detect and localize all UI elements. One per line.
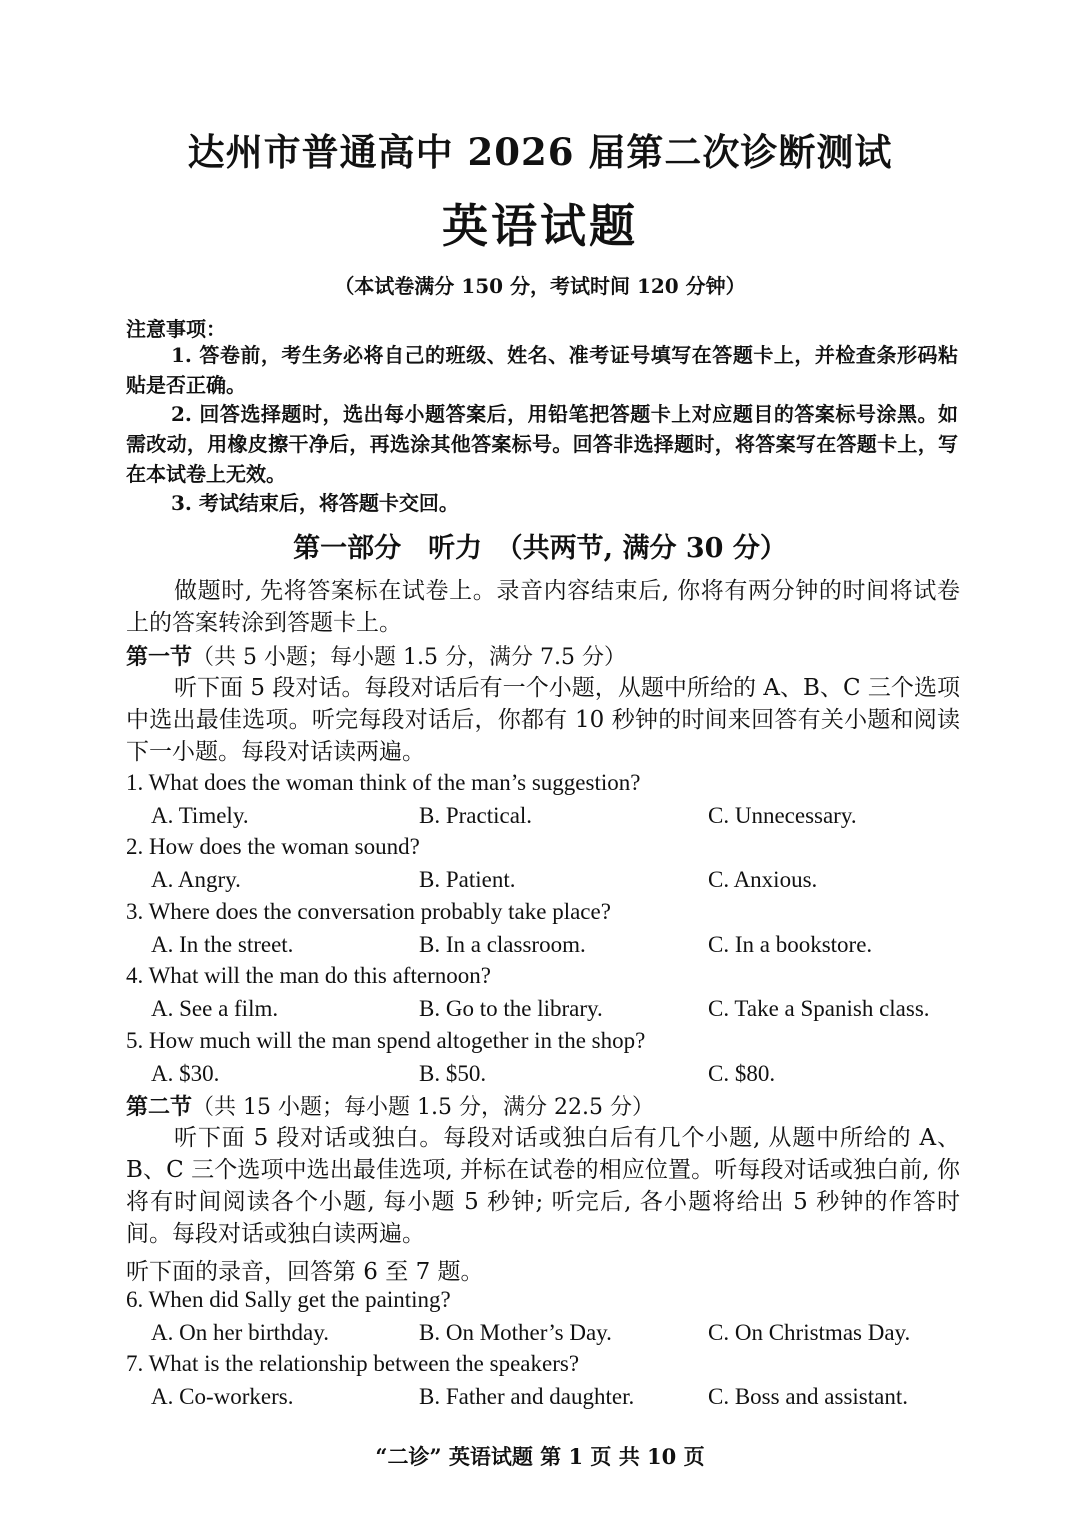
page-footer: “二诊” 英语试题 第 1 页 共 10 页 — [375, 1444, 705, 1469]
part-one-title: 第一部分 听力 （共两节, 满分 30 分） — [293, 533, 787, 564]
section-two-desc: （共 15 小题；每小题 1.5 分，满分 22.5 分） — [192, 1095, 654, 1120]
option-c: C. Anxious. — [708, 867, 818, 892]
exam-title: 达州市普通高中 2026 届第二次诊断测试 — [187, 130, 893, 174]
note-item-2: 2. 回答选择题时，选出每小题答案后，用铅笔把答题卡上对应题目的答案标号涂黑。如需改动，用橡皮擦干净后，再选涂其他答案标号。回答非选择题时，将答案写在答题卡上，写在本试卷上无效。 — [126, 402, 958, 486]
question-text: 1. What does the woman think of the man’s suggestion? — [126, 770, 641, 795]
option-b: B. In a classroom. — [419, 932, 586, 957]
option-a: A. In the street. — [151, 932, 294, 957]
option-b: B. On Mother’s Day. — [419, 1320, 612, 1345]
option-c: C. $80. — [708, 1061, 776, 1086]
option-c: C. In a bookstore. — [708, 932, 873, 957]
option-b: B. Practical. — [419, 803, 533, 828]
option-c: C. On Christmas Day. — [708, 1320, 911, 1345]
question-text: 6. When did Sally get the painting? — [126, 1287, 451, 1312]
section-one-desc: （共 5 小题；每小题 1.5 分，满分 7.5 分） — [192, 645, 626, 670]
option-a: A. Co-workers. — [151, 1384, 294, 1409]
question-text: 3. Where does the conversation probably take place? — [126, 899, 611, 924]
part-one-intro: 做题时, 先将答案标在试卷上。录音内容结束后, 你将有两分钟的时间将试卷上的答案转涂到答题卡上。 — [126, 578, 960, 636]
note-item-3: 3. 考试结束后，将答题卡交回。 — [171, 491, 459, 515]
section-one-intro: 听下面 5 段对话。每段对话后有一个小题，从题中所给的 A、B、C 三个选项中选出最佳选项。听完每段对话后，你都有 10 秒钟的时间来回答有关小题和阅读下一小题。每段对话读两遍。 — [126, 675, 960, 765]
option-a: A. Timely. — [151, 803, 249, 828]
section-one-title — [126, 640, 626, 671]
question-text: 4. What will the man do this afternoon? — [126, 963, 491, 988]
section-two-intro: 听下面 5 段对话或独白。每段对话或独白后有几个小题, 从题中所给的 A、B、C 三个选项中选出最佳选项, 并标在试卷的相应位置。听每段对话或独白前, 你将有时间阅读各个小题, 每小题 5 秒钟; 听完后, 各小题将给出 5 秒钟的作答时间。每段对话或独白读两遍。 — [126, 1125, 960, 1247]
question-text: 2. How does the woman sound? — [126, 834, 420, 859]
exam-info: （本试卷满分 150 分，考试时间 120 分钟） — [334, 274, 746, 298]
section-one-name: 第一节 — [126, 644, 193, 670]
option-b: B. Patient. — [419, 867, 516, 892]
option-a: A. $30. — [151, 1061, 220, 1086]
option-a: A. On her birthday. — [151, 1320, 329, 1345]
question-text: 7. What is the relationship between the speakers? — [126, 1351, 580, 1376]
subject-title: 英语试题 — [442, 199, 638, 253]
listening-instruction: 听下面的录音，回答第 6 至 7 题。 — [126, 1259, 484, 1285]
option-c: C. Unnecessary. — [708, 803, 857, 828]
option-a: A. Angry. — [151, 867, 241, 892]
option-a: A. See a film. — [151, 996, 279, 1021]
question-text: 5. How much will the man spend altogether in the shop? — [126, 1028, 646, 1053]
option-c: C. Take a Spanish class. — [708, 996, 930, 1021]
option-b: B. Father and daughter. — [419, 1384, 635, 1409]
option-b: B. $50. — [419, 1061, 487, 1086]
option-c: C. Boss and assistant. — [708, 1384, 908, 1409]
note-item-1: 1. 答卷前，考生务必将自己的班级、姓名、准考证号填写在答题卡上，并检查条形码粘贴是否正确。 — [126, 343, 958, 397]
section-two-name: 第二节 — [126, 1094, 193, 1120]
option-b: B. Go to the library. — [419, 996, 603, 1021]
notes-heading: 注意事项： — [126, 317, 226, 341]
section-two-title — [126, 1090, 654, 1121]
